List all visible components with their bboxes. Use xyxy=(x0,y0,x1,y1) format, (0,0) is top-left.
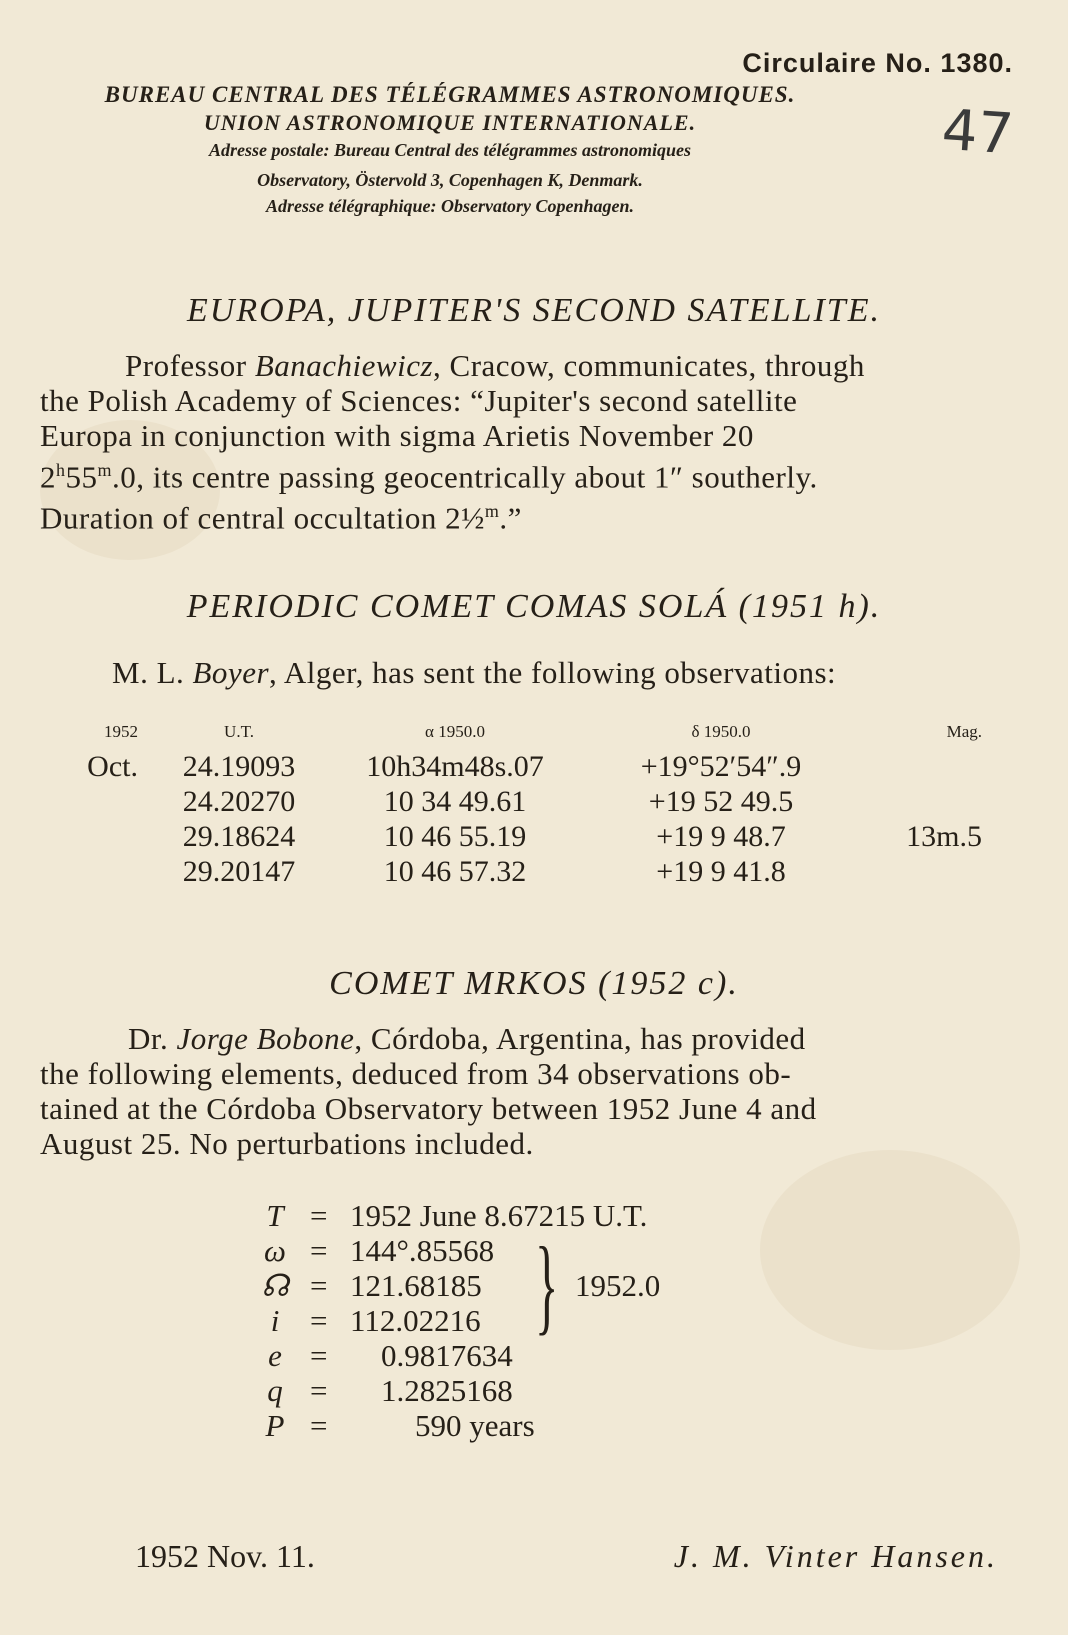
element-value: 112.02216 xyxy=(350,1303,481,1338)
text: 55 xyxy=(65,459,98,495)
table-header-row xyxy=(60,715,990,749)
table-row xyxy=(60,819,990,854)
superscript: m xyxy=(484,501,500,522)
text: Professor xyxy=(125,348,255,383)
col-mag: Mag. xyxy=(946,722,982,741)
node-symbol: ☊ xyxy=(261,1268,289,1303)
bobone-paragraph xyxy=(40,1021,1022,1161)
element-value: 1.2825168 xyxy=(381,1373,513,1408)
cell-ut: 29.18624 xyxy=(182,819,296,853)
cell-dec: +19 52 49.5 xyxy=(648,784,794,818)
paper-stain xyxy=(760,1150,1020,1350)
element-value: 590 years xyxy=(415,1408,535,1443)
cell-mag: 13m.5 xyxy=(906,819,982,853)
cell-mag xyxy=(864,854,990,889)
cell-month: Oct. xyxy=(87,749,138,783)
element-symbol: ω xyxy=(264,1233,286,1268)
person-name: Jorge Bobone xyxy=(176,1021,355,1056)
circular-number: Circulaire No. 1380. xyxy=(742,48,1013,78)
bureau-name: BUREAU CENTRAL DES TÉLÉGRAMMES ASTRONOMIQUES. xyxy=(104,82,796,107)
col-ut: U.T. xyxy=(224,722,254,741)
element-symbol: P xyxy=(265,1408,285,1443)
cell-month xyxy=(60,854,146,889)
cell-ut: 24.19093 xyxy=(182,749,296,783)
equals: = xyxy=(310,1408,328,1443)
postal-address-city: Observatory, Östervold 3, Copenhagen K, Denmark. xyxy=(257,170,643,190)
cell-month xyxy=(60,784,146,819)
person-name: Banachiewicz xyxy=(254,348,434,383)
text: Duration of central occultation 2½ xyxy=(40,500,485,536)
text: the following elements, deduced from 34 observations ob- xyxy=(40,1056,792,1091)
cell-ra: 10 46 55.19 xyxy=(383,819,527,853)
col-dec: δ 1950.0 xyxy=(691,722,751,741)
cell-dec: +19°52′54″.9 xyxy=(640,749,802,783)
postal-address: Adresse postale: Bureau Central des télégrammes astronomiques xyxy=(208,140,692,160)
text: , Cracow, communicates, through xyxy=(433,348,865,383)
equals: = xyxy=(310,1373,328,1408)
signature: J. M. Vinter Hansen. xyxy=(673,1538,998,1574)
equinox-label: 1952.0 xyxy=(575,1268,661,1303)
superscript: m xyxy=(97,460,113,480)
table-row xyxy=(60,784,990,819)
text: Europa in conjunction with sigma Arietis November 20 xyxy=(40,418,754,453)
text: .0, its centre passing geocentrically about 1″ southerly. xyxy=(112,459,818,495)
equals: = xyxy=(310,1303,328,1338)
element-value: 0.9817634 xyxy=(381,1338,513,1373)
person-name: Boyer xyxy=(192,655,270,690)
text: .” xyxy=(499,500,522,536)
equals: = xyxy=(310,1268,328,1303)
union-name: UNION ASTRONOMIQUE INTERNATIONALE. xyxy=(203,110,697,135)
handwritten-note: 47 xyxy=(939,97,1016,168)
cell-mag xyxy=(864,784,990,819)
table-row xyxy=(60,749,990,784)
col-year: 1952 xyxy=(104,722,138,741)
cell-ut: 29.20147 xyxy=(182,854,296,888)
superscript: h xyxy=(56,460,66,480)
element-value: 144°.85568 xyxy=(350,1233,495,1268)
boyer-intro xyxy=(40,655,1022,690)
element-value: 121.68185 xyxy=(350,1268,482,1303)
cell-ra: 10 46 57.32 xyxy=(383,854,527,888)
text: August 25. No perturbations included. xyxy=(40,1126,534,1161)
text: , Córdoba, Argentina, has provided xyxy=(354,1021,806,1056)
text: the Polish Academy of Sciences: “Jupiter's second satellite xyxy=(40,383,798,418)
cell-dec: +19 9 48.7 xyxy=(656,819,786,853)
text: 2 xyxy=(40,459,56,495)
text: tained at the Córdoba Observatory between 1952 June 4 and xyxy=(40,1091,817,1126)
cell-ra: 10h34m48s.07 xyxy=(366,749,544,783)
section-title-comas-sola: PERIODIC COMET COMAS SOLÁ (1951 h). xyxy=(186,588,882,625)
observations-table xyxy=(60,715,990,889)
equals: = xyxy=(310,1338,328,1373)
cell-ra: 10 34 49.61 xyxy=(383,784,527,818)
cell-month xyxy=(60,819,146,854)
brace-symbol: } xyxy=(535,1226,559,1345)
section-title-europa: EUROPA, JUPITER'S SECOND SATELLITE. xyxy=(187,292,881,329)
text: Dr. xyxy=(128,1021,177,1056)
element-symbol: e xyxy=(268,1338,282,1373)
section-title-mrkos: COMET MRKOS (1952 c). xyxy=(329,965,739,1002)
europa-paragraph xyxy=(40,348,1022,536)
table-row xyxy=(60,854,990,889)
element-symbol: q xyxy=(267,1373,283,1408)
cell-mag xyxy=(864,749,990,784)
telegraphic-address: Adresse télégraphique: Observatory Copenhagen. xyxy=(266,196,634,216)
text: , Alger, has sent the following observations: xyxy=(269,655,837,690)
element-symbol: i xyxy=(270,1303,280,1338)
col-ra: α 1950.0 xyxy=(425,722,485,741)
cell-ut: 24.20270 xyxy=(182,784,296,818)
issue-date: 1952 Nov. 11. xyxy=(135,1538,315,1574)
element-value: 1952 June 8.67215 U.T. xyxy=(350,1198,648,1233)
text: M. L. xyxy=(112,655,193,690)
equals: = xyxy=(310,1198,328,1233)
equals: = xyxy=(310,1233,328,1268)
element-symbol: T xyxy=(266,1198,284,1233)
cell-dec: +19 9 41.8 xyxy=(656,854,786,888)
